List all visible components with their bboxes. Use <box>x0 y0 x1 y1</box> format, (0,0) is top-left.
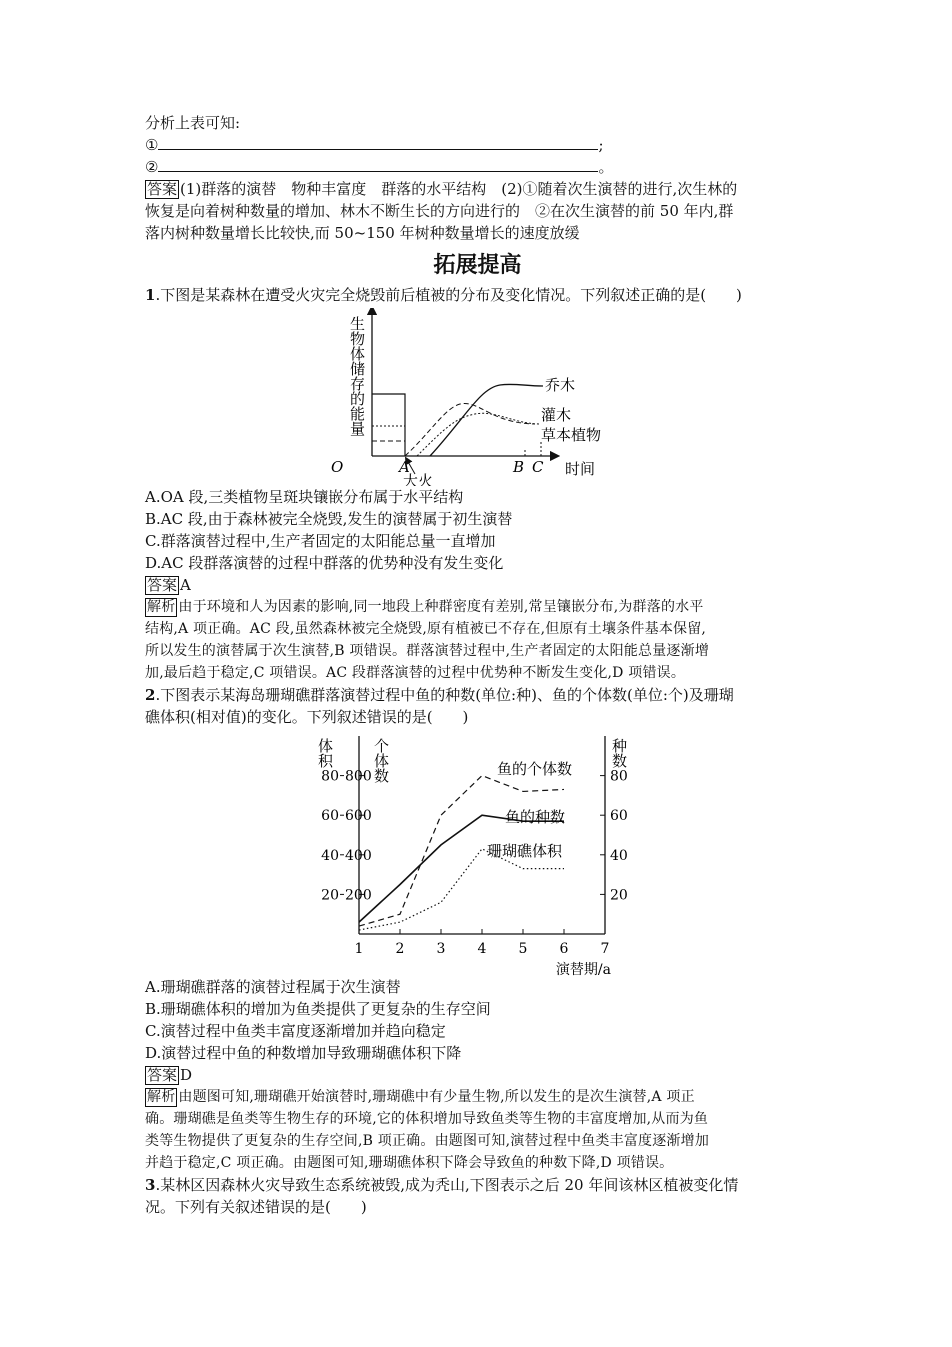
analysis-tag: 解析 <box>147 599 176 615</box>
q1-fire-label: 大火 <box>403 472 434 486</box>
axis-label-count: 个体数 <box>372 738 390 783</box>
series-label-0: 鱼的个体数 <box>497 760 573 778</box>
q1-herb-curve <box>405 404 535 456</box>
q1-stem: 1.下图是某森林在遭受火灾完全烧毁前后植被的分布及变化情况。下列叙述正确的是( ) <box>145 286 742 304</box>
x-tick-label: 4 <box>477 941 487 957</box>
x-axis-label: 演替期/a <box>555 962 611 976</box>
tick-label-species: 60 <box>610 808 628 825</box>
prev-answer-line: 恢复是向着树种数量的增加、林木不断生长的方向进行的 ②在次生演替的前 50 年内,群 <box>145 202 734 220</box>
q1-tree-before <box>372 394 405 456</box>
q2-stem-line2: 礁体积(相对值)的变化。下列叙述错误的是( ) <box>145 708 469 726</box>
section-title: 拓展提高 <box>433 253 522 278</box>
tick-label-species: 40 <box>610 847 628 864</box>
x-tick-label: 3 <box>436 941 446 957</box>
q1-analysis: 解析 由于环境和人为因素的影响,同一地段上种群密度有差别,常呈镶嵌分布,为群落的水平 结构,A 项正确。AC 段,虽然森林被完全烧毁,原有植被已不存在,但原有土壤条件基本保留, 所以发生的演替属于次生演替,B 项错误。群落演替过程中,生产者固定的太阳能总量逐渐增 加,最后趋于稳定,C 项错误。AC 段群落演替的过程中优势种不断发生变化,D 项错误。 <box>145 599 710 681</box>
axis-label-volume: 体积 <box>316 738 334 768</box>
q2-analysis: 解析 由题图可知,珊瑚礁开始演替时,珊瑚礁中有少量生物,所以发生的是次生演替,A 项正 确。珊瑚礁是鱼类等生物生存的环境,它的体积增加导致鱼类等生物的丰富度增加,从而为鱼 类等生物提供了更复杂的生存空间,B 项正确。由题图可知,演替过程中鱼类丰富度逐渐增加 并趋于稳定,C 项正确。由题图可知,珊瑚礁体积下降会导致鱼的种数下降,D 项错误。 <box>145 1089 710 1171</box>
blank-line <box>158 135 598 150</box>
tick-label-count: 600 <box>345 808 372 825</box>
series-label-1: 鱼的种数 <box>505 808 566 826</box>
x-tick-label: 6 <box>559 941 569 957</box>
prev-answer-line: 落内树种数量增长比较快,而 50~150 年树种数量增长的速度放缓 <box>145 224 580 242</box>
q1-answer: 答案 A <box>147 576 191 594</box>
q2-chart <box>145 730 810 976</box>
x-tick-label: 5 <box>518 941 528 957</box>
tick-label-volume: 80 <box>321 768 339 785</box>
tick-label-species: 20 <box>610 887 628 904</box>
tick-label-count: 800 <box>345 768 372 785</box>
tick-label-species: 80 <box>610 768 628 785</box>
q2-option-a: A.珊瑚礁群落的演替过程属于次生演替 <box>145 978 401 996</box>
tick-label-volume: 40 <box>321 847 339 864</box>
q2-option-b: B.珊瑚礁体积的增加为鱼类提供了更复杂的生存空间 <box>145 1000 491 1018</box>
q3-stem-line2: 况。下列有关叙述错误的是( ) <box>145 1198 367 1216</box>
q1-option-c: C.群落演替过程中,生产者固定的太阳能总量一直增加 <box>145 532 496 550</box>
q1-tick-b: B <box>513 458 525 476</box>
q1-series-shrub: 灌木 <box>541 406 572 424</box>
tick-label-volume: 20 <box>321 887 339 904</box>
analysis-intro: 分析上表可知: <box>145 114 241 132</box>
prev-answer: 答案 (1)群落的演替 物种丰富度 群落的水平结构 (2)①随着次生演替的进行,次生林的 <box>147 180 738 198</box>
q1-tree-curve <box>430 384 543 456</box>
q1-x-label: 时间 <box>565 460 596 478</box>
q1-origin: O <box>331 458 344 476</box>
q3-stem: 3.某林区因森林火灾导致生态系统被毁,成为秃山,下图表示之后 20 年间该林区植被变化情 <box>145 1176 739 1194</box>
answer-blank-2: ② 。 <box>145 158 614 176</box>
q2-stem: 2.下图表示某海岛珊瑚礁群落演替过程中鱼的种数(单位:种)、鱼的个体数(单位:个)及珊瑚 <box>145 686 734 704</box>
blank-line <box>158 157 598 172</box>
axis-label-species: 种数 <box>610 738 628 768</box>
q2-option-d: D.演替过程中鱼的种数增加导致珊瑚礁体积下降 <box>145 1044 462 1062</box>
page <box>145 112 810 1218</box>
q1-series-herb: 草本植物 <box>541 426 602 444</box>
q2-figure <box>145 730 810 976</box>
q1-y-label: 生物体储存的能量 <box>348 316 366 436</box>
x-tick-label: 7 <box>600 941 610 957</box>
analysis-tag: 解析 <box>147 1089 176 1105</box>
q2-option-c: C.演替过程中鱼类丰富度逐渐增加并趋向稳定 <box>145 1022 446 1040</box>
series-line-1 <box>359 815 564 922</box>
q1-option-a: A.OA 段,三类植物呈斑块镶嵌分布属于水平结构 <box>145 488 464 506</box>
answer-tag: 答案 <box>147 1066 178 1084</box>
answer-blank-1: ① ; <box>145 136 604 154</box>
q1-series-tree: 乔木 <box>545 376 576 394</box>
q1-option-b: B.AC 段,由于森林被完全烧毁,发生的演替属于初生演替 <box>145 510 513 528</box>
q1-figure <box>145 308 810 486</box>
q1-tick-a: A <box>399 458 410 476</box>
tick-label-count: 400 <box>345 847 372 864</box>
x-tick-label: 1 <box>354 941 364 957</box>
q1-tick-c: C <box>532 458 544 476</box>
tick-label-volume: 60 <box>321 808 339 825</box>
answer-tag: 答案 <box>147 576 178 594</box>
q2-answer: 答案 D <box>147 1066 193 1084</box>
answer-tag: 答案 <box>147 180 178 198</box>
series-line-2 <box>359 849 564 930</box>
q1-chart <box>145 308 810 486</box>
tick-label-count: 200 <box>345 887 372 904</box>
q1-option-d: D.AC 段群落演替的过程中群落的优势种没有发生变化 <box>145 554 504 572</box>
x-tick-label: 2 <box>395 941 405 957</box>
series-label-2: 珊瑚礁体积 <box>487 842 563 860</box>
